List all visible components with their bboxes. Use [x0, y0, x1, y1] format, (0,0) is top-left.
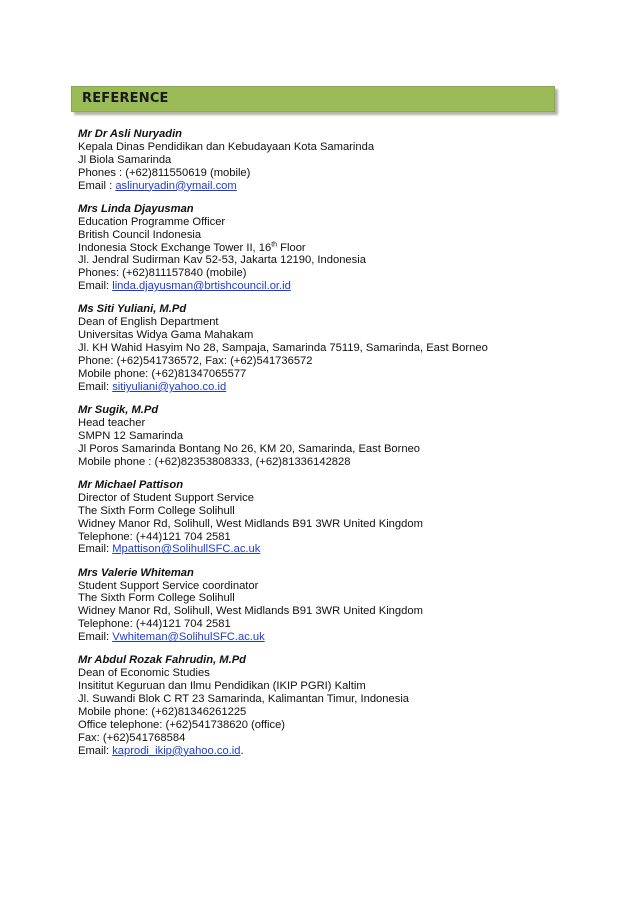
reference-email-line — [78, 180, 598, 193]
reference-name: Mrs Linda Djayusman — [78, 202, 194, 215]
reference-detail: Insititut Keguruan dan Ilmu Pendidikan (IKIP PGRI) Kaltim — [78, 680, 366, 693]
reference-list — [78, 128, 598, 768]
reference-detail: Mobile phone : (+62)82353808333, (+62)81336142828 — [78, 455, 351, 468]
reference-entry — [78, 567, 598, 644]
reference-detail: Office telephone: (+62)541738620 (office) — [78, 718, 286, 731]
reference-detail: Phone: (+62)541736572, Fax: (+62)541736572 — [78, 355, 313, 368]
reference-email-line — [78, 543, 598, 556]
reference-name: Mr Michael Pattison — [78, 478, 184, 491]
email-link[interactable]: kaprodi_ikip@yahoo.co.id — [112, 744, 241, 757]
reference-detail — [78, 242, 598, 255]
reference-detail: Education Programme Officer — [78, 215, 226, 228]
reference-entry — [78, 303, 598, 393]
reference-detail: Jl Biola Samarinda — [78, 153, 172, 166]
floor-text: Indonesia Stock Exchange Tower II, 16 — [78, 241, 272, 254]
reference-detail: Jl. KH Wahid Hasyim No 28, Sampaja, Samarinda 75119, Samarinda, East Borneo — [78, 342, 488, 355]
email-suffix: . — [240, 744, 244, 757]
reference-detail: Kepala Dinas Pendidikan dan Kebudayaan Kota Samarinda — [78, 140, 375, 153]
reference-detail: Telephone: (+44)121 704 2581 — [78, 618, 231, 631]
email-label: Email: — [78, 280, 113, 293]
email-link[interactable]: sitiyuliani@yahoo.co.id — [112, 380, 227, 393]
reference-detail: Jl Poros Samarinda Bontang No 26, KM 20, Samarinda, East Borneo — [78, 442, 421, 455]
reference-detail: Universitas Widya Gama Mahakam — [78, 329, 254, 342]
email-link[interactable]: Vwhiteman@SolihulSFC.ac.uk — [112, 631, 265, 644]
reference-detail: The Sixth Form College Solihull — [78, 504, 235, 517]
reference-name: Ms Siti Yuliani, M.Pd — [78, 303, 187, 316]
reference-email-line — [78, 631, 598, 644]
reference-detail: Widney Manor Rd, Solihull, West Midlands B91 3WR United Kingdom — [78, 517, 423, 530]
email-link[interactable]: linda.djayusman@brtishcouncil.or.id — [112, 280, 291, 293]
reference-title: REFERENCE — [82, 91, 169, 106]
email-link[interactable]: Mpattison@SolihullSFC.ac.uk — [112, 543, 261, 556]
email-label: Email: — [78, 543, 113, 556]
reference-detail: Head teacher — [78, 417, 146, 430]
reference-entry — [78, 203, 598, 293]
reference-detail: Phones: (+62)811157840 (mobile) — [78, 267, 247, 280]
reference-email-line — [78, 280, 598, 293]
reference-detail: Student Support Service coordinator — [78, 579, 259, 592]
reference-detail: Phones : (+62)811550619 (mobile) — [78, 166, 251, 179]
reference-detail: Mobile phone: (+62)81346261225 — [78, 706, 247, 719]
reference-header-bar — [71, 86, 555, 112]
reference-email-line — [78, 381, 598, 394]
reference-email-line — [78, 745, 598, 758]
reference-name: Mr Sugik, M.Pd — [78, 404, 159, 417]
reference-detail: The Sixth Form College Solihull — [78, 592, 235, 605]
floor-superscript: th — [271, 240, 278, 248]
reference-detail: SMPN 12 Samarinda — [78, 429, 184, 442]
reference-detail: Director of Student Support Service — [78, 491, 254, 504]
reference-detail: Dean of English Department — [78, 316, 219, 329]
email-label: Email : — [78, 179, 116, 192]
reference-detail: Mobile phone: (+62)81347065577 — [78, 368, 247, 380]
reference-name: Mr Dr Asli Nuryadin — [78, 128, 183, 140]
reference-detail: Dean of Economic Studies — [78, 667, 210, 680]
reference-detail: Widney Manor Rd, Solihull, West Midlands B91 3WR United Kingdom — [78, 605, 423, 618]
reference-name: Mr Abdul Rozak Fahrudin, M.Pd — [78, 654, 247, 667]
reference-detail: Jl. Suwandi Blok C RT 23 Samarinda, Kalimantan Timur, Indonesia — [78, 693, 410, 706]
reference-name: Mrs Valerie Whiteman — [78, 566, 194, 579]
reference-detail: British Council Indonesia — [78, 228, 202, 241]
floor-text-end: Floor — [277, 241, 306, 254]
email-label: Email: — [78, 380, 113, 393]
reference-entry — [78, 128, 598, 193]
reference-entry — [78, 654, 598, 757]
reference-entry — [78, 479, 598, 556]
reference-detail: Fax: (+62)541768584 — [78, 731, 186, 744]
reference-detail: Jl. Jendral Sudirman Kav 52-53, Jakarta 12190, Indonesia — [78, 254, 366, 267]
email-link[interactable]: aslinuryadin@ymail.com — [115, 179, 237, 192]
email-label: Email: — [78, 744, 113, 757]
reference-detail: Telephone: (+44)121 704 2581 — [78, 530, 231, 543]
reference-entry — [78, 404, 598, 469]
email-label: Email: — [78, 631, 113, 644]
